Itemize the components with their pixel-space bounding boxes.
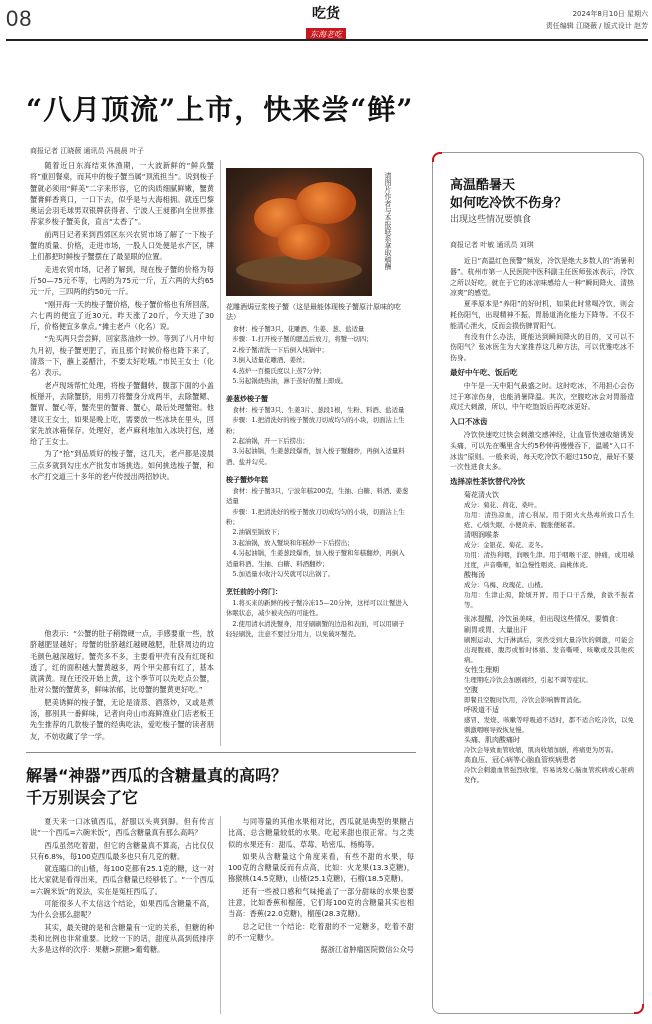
warning-text: 感冒、发烧、咳嗽等呼吸道不适时，都不适合吃冷饮，以免刺激咽喉导致恢复慢。 xyxy=(464,715,634,734)
photo-caption: 花雕酒焗豆浆梭子蟹（这是最能体现梭子蟹原汁原味的吃法） xyxy=(226,303,401,321)
tea-line: 成分：金银花、菊花、麦冬。 xyxy=(464,540,548,549)
paragraph: 他表示：“公蟹的肚子稍微硬一点，手感要重一些，放脐越肥显越好；母蟹的肚脐越红越硬越肥，肚脐周边的边毛颜色越深越好。蟹壳多不多，主要看甲壳有没有红斑和透了，红的面积越大蟹黄越多，两个甲尖都有红了，基本就满黄。现在还没开始上黄，这个季节可以先吃点公蟹，肚对公蟹的蟹黄多，鲜味浓郁，比母蟹的蟹黄更好吃。” xyxy=(30,629,214,695)
warnings-list xyxy=(450,625,634,785)
recipe-line: 食材：梭子蟹3只，宁波年糕200克，生抽、白糖、料酒、姜葱适量 xyxy=(226,486,409,506)
box-corner xyxy=(432,152,442,162)
sidebar-headline: 高温酷暑天 xyxy=(450,178,516,193)
tea-name: 清咽润喉茶 xyxy=(464,530,499,539)
sidebar-section-heading: 入口不冰齿 xyxy=(450,417,488,427)
recipe-line: 3.另起油锅，生姜葱段爆香，加入梭子蟹翻炒，再倒入适量料酒、盐并勾芡。 xyxy=(226,447,405,466)
sidebar-headline-2: 如何吃冷饮不伤身？ xyxy=(450,196,568,211)
tea-line: 成分：乌梅、玫瑰花、山楂。 xyxy=(464,580,548,589)
warning-text: 冷饮会刺激血管强烈收缩，容易诱发心脑血管疾病或心脏病发作。 xyxy=(464,765,634,784)
tea-line: 功用：清热利咽，润喉生津。用于咽喉干涩、肿痛，或用嗓过度，声音嘶哑，如急慢性咽炎、扁桃体炎。 xyxy=(464,550,634,569)
paragraph: 与同等量的其他水果相对比，西瓜就是典型的果糖占比高、总含糖量较低的水果。吃起来甜也很正常。与之类似的水果还有：甜瓜、草莓、哈密瓜、杨梅等。 xyxy=(228,817,414,849)
paragraph: 走进农贸市场，记者了解到，现在梭子蟹的价格为每斤50—75元不等，七两的为75元一斤，五六两的大约65元一斤，三四两的约50元一斤。 xyxy=(30,264,214,297)
header-rule xyxy=(6,39,648,41)
warning-name: 刷胃或胃、大量出汗 xyxy=(464,625,527,634)
recipe-line: 食材：梭子蟹3只、花雕酒、生姜、葱、盐适量 xyxy=(232,325,365,333)
watermelon-column-1 xyxy=(30,816,214,1016)
watermelon-column-2 xyxy=(228,816,414,1016)
paragraph: 夏天来一口冰镇西瓜，舒服以头爽到脚。但有传言说“一个西瓜=六碗米饭”，西瓜含糖量真有那么高吗？ xyxy=(30,817,214,838)
warning-text: 即餐且空腹时饮用，冷饮会影响脾胃消化。 xyxy=(464,695,586,704)
tea-name: 酸梅汤 xyxy=(464,570,485,579)
column-divider xyxy=(220,816,221,1014)
recipes-block xyxy=(226,324,410,754)
article-source: 据浙江省肿瘤医院微信公众号 xyxy=(320,945,414,955)
watermelon-subheadline: 千万别误会了它 xyxy=(26,788,139,807)
paragraph: 随着近日东海结束休渔期，一大波新鲜的“鲜兵蟹将”重回餐桌，而其中的梭子蟹当属“顶流担当”。说到梭子蟹就必须用“鲜美”二字来形容，它的肉质细腻鲜嫩，蟹黄蟹膏鲜香爽口，一口下去，似乎是与大海相拥。就连巴黎奥运会羽毛球男双银牌获得者、宁波人王昶都向全世界推荐家乡梭子蟹美食，直言“太香了”。 xyxy=(30,161,214,227)
article-divider xyxy=(26,752,416,753)
paragraph: 夏季原本是“养阳”的好时机，如果此时常喝冷饮，则会耗伤阳气，出现精神不振、胃肠道消化能力下降等。不仅不能清心泄火，反而会损伤脾胃阳气。 xyxy=(450,300,634,330)
paragraph: 前两日记者来到西郊区东兴农贸市场了解了一下梭子蟹的质量、价格，走进市场，一股人口处便是水产区，牌上们都把时鲜梭子蟹摆在了最显眼的位置。 xyxy=(30,229,214,262)
paragraph: 冷饮快速吃过快会刺激交感神经，让血管快速收缩诱发头痛，可以先在嘴里含大约5秒钟再慢慢吞下，温暖“入口不冰齿”原则。一般来说，每天吃冷饮不超过150克，最好不要一次性进食太多。 xyxy=(450,430,634,472)
sidebar-body xyxy=(450,256,634,1006)
warning-name: 呼吸道不适 xyxy=(464,705,499,714)
paragraph: 为了“抢”到品质好的梭子蟹，这几天，老卢都是凌晨三点多就到勾庄水产批发市场挑选。如何挑选梭子蟹，和水产打交道三十多年的老卢传授出两招妙诀。 xyxy=(30,449,214,482)
recipe-line: 3.倒入适量花雕酒、姜丝； xyxy=(232,356,309,365)
recipe-line: 步骤：1.把清洗好的梭子蟹放刀切成均匀的小块，切面沾上生粉； xyxy=(226,416,405,435)
main-byline: 商报记者 江晓薇 通讯员 冯晨晨 叶子 xyxy=(30,147,144,155)
recipe-line: 4.蒸炉一百摄氏度以上蒸7分钟； xyxy=(232,366,326,375)
paragraph: 总之记住一个结论：吃着甜的不一定糖多，吃着不甜的不一定糖少。 xyxy=(228,921,414,942)
tea-recipes xyxy=(450,490,634,610)
paragraph: 就连瞌口的山楂，每100克都有25.1克的糖，这一对比大家就是看得出来，西瓜含糖量已经够低了。“一个西瓜=六碗米饭”的说法，实在是冤枉西瓜了。 xyxy=(30,864,214,896)
sidebar-byline: 商报记者 叶敏 通讯员 刘琪 xyxy=(450,241,534,249)
sidebar-section-heading: 选择凉性茶饮替代冷饮 xyxy=(450,477,525,487)
recipe-line: 2.起油锅，开一下后捞出； xyxy=(232,437,309,446)
paragraph: 中午是一天中阳气最盛之时。这时吃冰，不用担心会伤过于寒凉伤身，也能消暑降温。其次，空腹吃冰会对胃肠造成过大刺激，所以，中午吃饱饭后再吃冰更好。 xyxy=(450,381,634,412)
recipe-line: 4.另起油锅，生姜葱段爆香，加入梭子蟹和年糕翻炒，再倒入适量料酒、生抽、白糖、料酒翻炒； xyxy=(226,549,405,568)
paragraph: 还有一些被口感和气味掩盖了一部分甜味的水果也要注意，比如香蕉和榴莲，它们每100克的含糖量其实也相当高：香蕉(22.0克糖)，榴莲(28.3克糖)。 xyxy=(228,886,414,919)
warning-text: 冷饮会导致血管收缩，肌肉收缩加剧，疼痛更为厉害。 xyxy=(464,745,618,754)
tea-line: 成分：菊花、荷花、桑叶。 xyxy=(464,500,541,509)
paragraph: 老卢现场帮忙处理，将梭子蟹翻转，腹部下面的小盖板掰开，去除蟹脐，用剪刀将蟹身分成两半，去除蟹鳃、蟹胃、蟹心等，蟹壳里的蟹膏、蟹心，最后处理蟹钳。他建议王女士，如果是晚上吃，需要放一些冰块在里头，回家先放冰箱保存。处理好，老卢麻利地加入冰块打包，递给了王女士。 xyxy=(30,380,214,447)
recipe-line: 步骤：1.打开梭子蟹的腮盖后放刀，将蟹一切四； xyxy=(232,335,373,344)
recipe-line: 食材：梭子蟹3只、生姜3片、葱段1根，生粉、料酒、盐适量 xyxy=(232,405,405,414)
recipe-line: 2.梭子蟹清洗一下后倒入炖锅中； xyxy=(232,345,328,354)
tea-name: 菊花清火饮 xyxy=(464,490,499,499)
crab-image xyxy=(278,224,330,260)
warning-text: 生理期吃冷饮会加剧痛经，引起不调等症状。 xyxy=(464,675,592,684)
section-logo xyxy=(296,6,356,38)
box-corner xyxy=(634,1004,644,1014)
recipe-title: 姜葱炒梭子蟹 xyxy=(226,395,268,404)
recipe-tips xyxy=(226,587,410,639)
paragraph: 如果从含糖量这个角度来看，有些不甜的水果，每100克的含糖量反而有点高，比如：火龙果(13.3克糖)，猕猴桃(14.5克糖)，山楂(25.1克糖)，石榴(18.5克糖)。 xyxy=(228,851,414,884)
recipe-line: 5.加适量水收汁勾芡就可以出锅了。 xyxy=(232,569,335,578)
section-title: 吃货 xyxy=(312,6,340,22)
paragraph: 张冰提醒，冷饮虽美味，但出现这些情况，要慎食： xyxy=(463,614,623,623)
warning-name: 高血压、冠心病等心脑血管疾病患者 xyxy=(464,755,576,764)
paragraph: 有没有什么办法，既能达到瞬间降火的目的，又可以不伤阳气？张冰医生为大家推荐这几种方法，可以优雅吃冰不伤身。 xyxy=(450,332,634,363)
warning-text: 刷刚运动、大汗淋漓后，突然受到大量冷饮的刺激，可能会出现腹痛、腹泻或暂时体痛、发音嘶哑、咳嗽或及其他疾病。 xyxy=(464,635,634,664)
recipe-title: 烹饪前的小窍门： xyxy=(226,588,282,597)
tea-line: 功用：清热凉血，清心利尿。用于阳火火热毒所致口舌生疮、心烦失眠、小便黄赤、腹胀便秘者。 xyxy=(464,510,634,529)
main-column-1 xyxy=(30,160,214,630)
steamer-basket xyxy=(236,256,362,284)
sidebar-section-heading: 最好中午吃、饭后吃 xyxy=(450,367,518,377)
warning-name: 空腹 xyxy=(464,685,478,694)
main-headline: “八月顶流”上市，快来尝“鲜” xyxy=(26,93,414,126)
sidebar-subtitle: 出现这些情况要慎食 xyxy=(450,215,532,225)
page-header xyxy=(0,0,652,40)
recipe-line: 3.起油锅，放入蟹块和年糕炒一下后捞出； xyxy=(232,538,354,547)
paragraph: 肥美诱鲜的梭子蟹，无论是清蒸、酒蒸炒，又或是煮汤，都别具一番鲜味，记者向舟山市海鲜渔业门店老板王先生推荐的几款梭子蟹的经典吃法，爱吃梭子蟹的读者朋友，不妨收藏了学一学。 xyxy=(30,697,214,741)
recipe-line: 步骤：1.把清洗好的梭子蟹放刀切成均匀的小块，切面沾上生粉； xyxy=(226,507,405,526)
header-info xyxy=(546,8,648,32)
recipe-3 xyxy=(226,475,410,579)
crab-image xyxy=(296,182,356,224)
recipe-line: 1.将买来的新鲜的梭子蟹冷冻15—20分钟，这样可以让蟹进入休眠状态，减少被夹伤的可能性。 xyxy=(226,598,409,618)
recipe-line: 5.另起锅烧热油，淋于蒸好的蟹上即成。 xyxy=(232,377,348,386)
paragraph: 其实，最关键的是和含糖量有一定的关系，但糖的种类和比例也非常重要。比较一下的话，甜度从高到低排序大多是这样的次序：果糖>蔗糖>葡萄糖。 xyxy=(30,922,214,955)
recipe-line: 2.使用清水清洗蟹身，用牙刷刷蟹的边沿和表面，可以用刷子轻轻刷洗，注意不要过分用力，以免破坏蟹壳。 xyxy=(226,619,405,638)
main-column-1b xyxy=(30,628,214,746)
paragraph: “先买两只尝尝鲜，回家蒸油炒一炒。等到了八月中旬九月初，梭子蟹更肥了，而且那个时候价格也降下来了，清蒸一下，蘸上姜醋汁，不要太好吃哦。”市民王女士（化名）表示。 xyxy=(30,334,214,378)
section-logo-badge: 东海老吃 xyxy=(306,28,346,41)
tea-line: 功用：生津止渴，除烦开胃。用于口干舌燥，食欲不振者等。 xyxy=(464,590,634,609)
page-number: 08 xyxy=(6,6,33,31)
recipe-1 xyxy=(226,324,410,386)
warning-name: 女性生理期 xyxy=(464,665,499,674)
paragraph: 西瓜虽然吃着甜，但它的含糖量真不算高，占比仅仅只有6.8%，每100克西瓜最多也只有几克的糖。 xyxy=(30,840,214,861)
recipe-line: 2.油锅至锅放下； xyxy=(232,528,284,537)
column-divider xyxy=(220,160,221,746)
photo-credit: 请图片作者与本报联系拿取稿酬 xyxy=(384,172,392,270)
date-line: 2024年8月10日 星期六 xyxy=(572,10,648,18)
editors-line: 责任编辑 江晓薇 / 版式设计 赵芳 xyxy=(545,22,648,30)
paragraph: 可能很多人不太信这个结论，如果西瓜含糖量不高，为什么会那么甜呢？ xyxy=(30,899,214,920)
warning-name: 头痛、肌肉酸痛时 xyxy=(464,735,520,744)
recipe-2 xyxy=(226,394,410,467)
crab-photo xyxy=(226,168,372,296)
paragraph: 近日“高温红色预警”频发，冷饮是绝大多数人的“消暑利器”。杭州市第一人民医院中医科副主任医师张冰表示，冷饮之所以好吃，就在于它的冰凉味感给人一种“瞬间降火、清热凉爽”的感觉。 xyxy=(450,257,634,298)
recipe-title: 梭子蟹炒年糕 xyxy=(226,476,268,485)
paragraph: “刚开海一天的梭子蟹价格，梭子蟹价格也有所回落，六七两的便宜了近30元。昨天涨了20斤，今天进了30斤，价格便宜多拿点。”摊主老卢（化名）说。 xyxy=(30,299,214,332)
watermelon-headline: 解暑“神器”西瓜的含糖量真的高吗？ xyxy=(26,766,288,785)
